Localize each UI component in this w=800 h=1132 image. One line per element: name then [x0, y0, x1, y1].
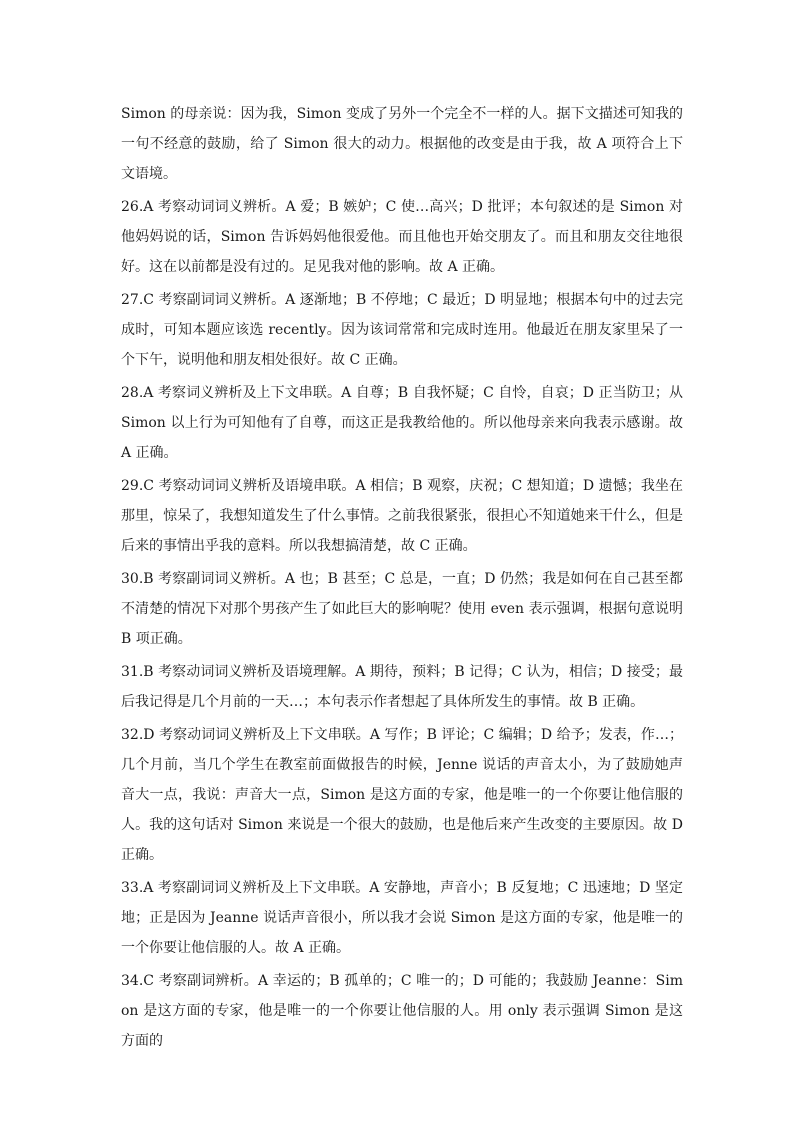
paragraph-answer-34: 34.C 考察副词辨析。A 幸运的；B 孤单的；C 唯一的；D 可能的；我鼓励 Jeanne：Simon 是这方面的专家，他是唯一的一个你要让他信服的人。用 only 表示强调 Simon 是这方面的 [121, 973, 683, 1049]
paragraph-answer-33: 33.A 考察副词词义辨析及上下文串联。A 安静地，声音小；B 反复地；C 迅速地；D 坚定地；正是因为 Jeanne 说话声音很小，所以我才会说 Simon 是这方面的专家，他是唯一的一个你要让他信服的人。故 A 正确。 [121, 880, 683, 956]
paragraph-intro: Simon 的母亲说：因为我，Simon 变成了另外一个完全不一样的人。据下文描述可知我的一句不经意的鼓励，给了 Simon 很大的动力。根据他的改变是由于我，故 A 项符合上下文语境。 [121, 106, 683, 182]
paragraph-answer-26: 26.A 考察动词词义辨析。A 爱；B 嫉妒；C 使…高兴；D 批评；本句叙述的是 Simon 对他妈妈说的话，Simon 告诉妈妈他很爱他。而且他也开始交朋友了。而且和朋友交往地很好。这在以前都是没有过的。足见我对他的影响。故 A 正确。 [121, 199, 683, 275]
paragraph-answer-31: 31.B 考察动词词义辨析及语境理解。A 期待，预料；B 记得；C 认为，相信；D 接受；最后我记得是几个月前的一天…；本句表示作者想起了具体所发生的事情。故 B 正确。 [121, 664, 683, 710]
paragraph-answer-30: 30.B 考察副词词义辨析。A 也；B 甚至；C 总是，一直；D 仍然；我是如何在自己甚至都不清楚的情况下对那个男孩产生了如此巨大的影响呢？使用 even 表示强调，根据句意说明 B 项正确。 [121, 571, 683, 647]
answer-explanations [121, 99, 683, 1059]
paragraph-answer-28: 28.A 考察词义辨析及上下文串联。A 自尊；B 自我怀疑；C 自怜，自哀；D 正当防卫；从 Simon 以上行为可知他有了自尊，而这正是我教给他的。所以他母亲来向我表示感谢。故 A 正确。 [121, 385, 683, 461]
paragraph-answer-32: 32.D 考察动词词义辨析及上下文串联。A 写作；B 评论；C 编辑；D 给予；发表，作…；几个月前，当几个学生在教室前面做报告的时候，Jenne 说话的声音太小，为了鼓励她声音大一点，我说：声音大一点，Simon 是这方面的专家，他是唯一的一个你要让他信服的人。我的这句话对 Simon 来说是一个很大的鼓励，也是他后来产生改变的主要原因。故 D 正确。 [121, 727, 683, 863]
paragraph-answer-27: 27.C 考察副词词义辨析。A 逐渐地；B 不停地；C 最近；D 明显地；根据本句中的过去完成时，可知本题应该选 recently。因为该词常常和完成时连用。他最近在朋友家里呆了一个下午，说明他和朋友相处很好。故 C 正确。 [121, 292, 683, 368]
paragraph-answer-29: 29.C 考察动词词义辨析及语境串联。A 相信；B 观察，庆祝；C 想知道；D 遗憾；我坐在那里，惊呆了，我想知道发生了什么事情。之前我很紧张，很担心不知道她来干什么，但是后来的事情出乎我的意料。所以我想搞清楚，故 C 正确。 [121, 478, 683, 554]
